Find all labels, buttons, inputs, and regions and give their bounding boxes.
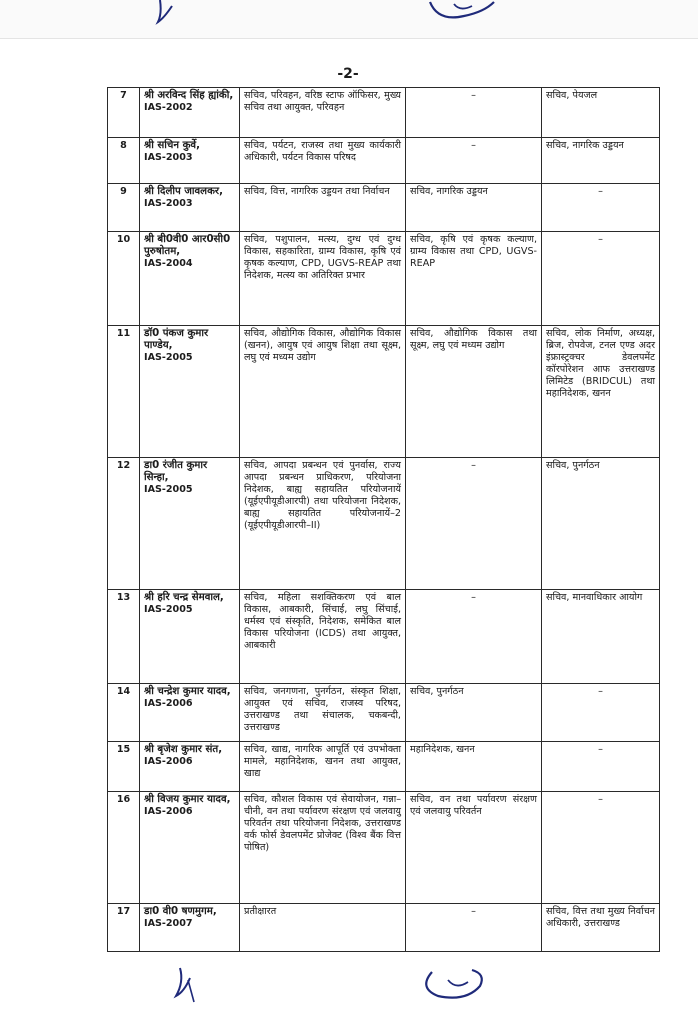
- officer-name: [140, 184, 240, 232]
- service-batch: IAS-2003: [144, 152, 193, 163]
- service-batch: IAS-2005: [144, 352, 193, 363]
- officer-name-text: डॉ0 पंकज कुमार पाण्डेय,: [144, 328, 209, 351]
- current-posting: सचिव, परिवहन, वरिष्ठ स्टाफ ऑफिसर, मुख्य सचिव तथा आयुक्त, परिवहन: [240, 88, 406, 138]
- new-posting: सचिव, वित्त तथा मुख्य निर्वाचन अधिकारी, उत्तराखण्ड: [542, 904, 660, 952]
- row-number: 13: [108, 590, 140, 684]
- bottom-signature-right: [414, 962, 504, 1006]
- relieved-from: सचिव, वन तथा पर्यावरण संरक्षण एवं जलवायु परिवर्तन: [406, 792, 542, 904]
- current-posting: सचिव, खाद्य, नागरिक आपूर्ति एवं उपभोक्ता मामले, महानिदेशक, खनन तथा आयुक्त, खाद्य: [240, 742, 406, 792]
- service-batch: IAS-2006: [144, 698, 193, 709]
- current-posting: सचिव, पर्यटन, राजस्व तथा मुख्य कार्यकारी अधिकारी, पर्यटन विकास परिषद: [240, 138, 406, 184]
- table-row: [108, 458, 660, 590]
- service-batch: IAS-2003: [144, 198, 193, 209]
- bottom-signature-left: [166, 966, 206, 1006]
- relieved-from: –: [406, 458, 542, 590]
- relieved-from: सचिव, कृषि एवं कृषक कल्याण, ग्राम्य विकास तथा CPD, UGVS-REAP: [406, 232, 542, 326]
- officer-name: [140, 88, 240, 138]
- row-number: 9: [108, 184, 140, 232]
- relieved-from: सचिव, औद्योगिक विकास तथा सूक्ष्म, लघु एवं मध्यम उद्योग: [406, 326, 542, 458]
- current-posting: सचिव, आपदा प्रबन्धन एवं पुनर्वास, राज्य आपदा प्रबन्धन प्राधिकरण, परियोजना निदेशक, बाह्य सहायतित परियोजनायें (यूईएपीयूडीआरपी) तथा परियोजना निदेशक, बाह्य सहायतित परियोजनायें–2 (यूईएपीयूडीआरपी–II): [240, 458, 406, 590]
- service-batch: IAS-2005: [144, 484, 193, 495]
- current-posting: सचिव, कौशल विकास एवं सेवायोजन, गन्ना–चीनी, वन तथा पर्यावरण संरक्षण एवं जलवायु परिवर्तन तथा परियोजना निदेशक, उत्तराखण्ड वर्क फोर्स डेवलपमेंट प्रोजेक्ट (विश्व बैंक वित्त पोषित): [240, 792, 406, 904]
- row-number: 15: [108, 742, 140, 792]
- transfer-table: [107, 87, 660, 952]
- officer-name: [140, 742, 240, 792]
- relieved-from: सचिव, पुनर्गठन: [406, 684, 542, 742]
- officer-name: [140, 326, 240, 458]
- officer-name-text: श्री सचिन कुर्वे,: [144, 140, 200, 151]
- officer-name-text: श्री बी0वी0 आर0सी0 पुरुषोतम,: [144, 234, 231, 257]
- service-batch: IAS-2006: [144, 806, 193, 817]
- relieved-from: –: [406, 904, 542, 952]
- new-posting: सचिव, नागरिक उड्डयन: [542, 138, 660, 184]
- table-row: [108, 742, 660, 792]
- officer-name-text: श्री चन्द्रेश कुमार यादव,: [144, 686, 231, 697]
- current-posting: सचिव, औद्योगिक विकास, औद्योगिक विकास (खनन), आयुष एवं आयुष शिक्षा तथा सूक्ष्म, लघु एवं मध्यम उद्योग: [240, 326, 406, 458]
- current-posting: प्रतीक्षारत: [240, 904, 406, 952]
- table-row: [108, 904, 660, 952]
- row-number: 7: [108, 88, 140, 138]
- relieved-from: –: [406, 590, 542, 684]
- row-number: 8: [108, 138, 140, 184]
- officer-name: [140, 904, 240, 952]
- new-posting: सचिव, मानवाधिकार आयोग: [542, 590, 660, 684]
- officer-name-text: डा0 वी0 षणमुगम,: [144, 906, 217, 917]
- officer-name: [140, 792, 240, 904]
- new-posting: सचिव, पेयजल: [542, 88, 660, 138]
- row-number: 16: [108, 792, 140, 904]
- current-posting: सचिव, जनगणना, पुनर्गठन, संस्कृत शिक्षा, आयुक्त एवं सचिव, राजस्व परिषद, उत्तराखण्ड तथा संचालक, चकबन्दी, उत्तराखण्ड: [240, 684, 406, 742]
- current-posting: सचिव, पशुपालन, मत्स्य, दुग्ध एवं दुग्ध विकास, सहकारिता, ग्राम्य विकास, कृषि एवं कृषक कल्याण, CPD, UGVS-REAP तथा निदेशक, मत्स्य का अतिरिक्त प्रभार: [240, 232, 406, 326]
- table-row: [108, 232, 660, 326]
- new-posting: –: [542, 184, 660, 232]
- new-posting: –: [542, 792, 660, 904]
- row-number: 14: [108, 684, 140, 742]
- officer-name: [140, 232, 240, 326]
- new-posting: सचिव, पुनर्गठन: [542, 458, 660, 590]
- table-row: [108, 792, 660, 904]
- row-number: 11: [108, 326, 140, 458]
- new-posting: सचिव, लोक निर्माण, अध्यक्ष, ब्रिज, रोपवेज, टनल एण्ड अदर इंफ्रास्ट्रक्चर डेवलपमेंट कॉरपोरेशन आफ उत्तराखण्ड लिमिटेड (BRIDCUL) तथा महानिदेशक, खनन: [542, 326, 660, 458]
- previous-page-strip: [0, 0, 698, 39]
- new-posting: –: [542, 684, 660, 742]
- page-number: -2-: [337, 66, 359, 82]
- table-row: [108, 138, 660, 184]
- service-batch: IAS-2002: [144, 102, 193, 113]
- officer-name-text: श्री अरविन्द सिंह ह्यांकी,: [144, 90, 234, 101]
- new-posting: –: [542, 742, 660, 792]
- service-batch: IAS-2007: [144, 918, 193, 929]
- table-row: [108, 88, 660, 138]
- officer-name-text: श्री बृजेश कुमार संत,: [144, 744, 223, 755]
- table-row: [108, 326, 660, 458]
- officer-name: [140, 458, 240, 590]
- row-number: 17: [108, 904, 140, 952]
- officer-name: [140, 138, 240, 184]
- current-posting: सचिव, महिला सशक्तिकरण एवं बाल विकास, आबकारी, सिंचाई, लघु सिंचाई, धर्मस्व एवं संस्कृति, निदेशक, समेकित बाल विकास परियोजना (ICDS) तथा आयुक्त, आबकारी: [240, 590, 406, 684]
- officer-name-text: श्री दिलीप जावलकर,: [144, 186, 223, 197]
- relieved-from: महानिदेशक, खनन: [406, 742, 542, 792]
- service-batch: IAS-2006: [144, 756, 193, 767]
- relieved-from: –: [406, 88, 542, 138]
- current-posting: सचिव, वित्त, नागरिक उड्डयन तथा निर्वाचन: [240, 184, 406, 232]
- officer-name-text: श्री विजय कुमार यादव,: [144, 794, 231, 805]
- table-row: [108, 684, 660, 742]
- relieved-from: सचिव, नागरिक उड्डयन: [406, 184, 542, 232]
- top-signature-right: [424, 0, 504, 28]
- officer-name: [140, 684, 240, 742]
- officer-name: [140, 590, 240, 684]
- officer-name-text: श्री हरि चन्द्र सेमवाल,: [144, 592, 224, 603]
- table-row: [108, 590, 660, 684]
- service-batch: IAS-2004: [144, 258, 193, 269]
- row-number: 12: [108, 458, 140, 590]
- row-number: 10: [108, 232, 140, 326]
- officer-name-text: डा0 रंजीत कुमार सिन्हा,: [144, 460, 208, 483]
- relieved-from: –: [406, 138, 542, 184]
- top-signature-left: [150, 0, 190, 30]
- service-batch: IAS-2005: [144, 604, 193, 615]
- new-posting: –: [542, 232, 660, 326]
- table-row: [108, 184, 660, 232]
